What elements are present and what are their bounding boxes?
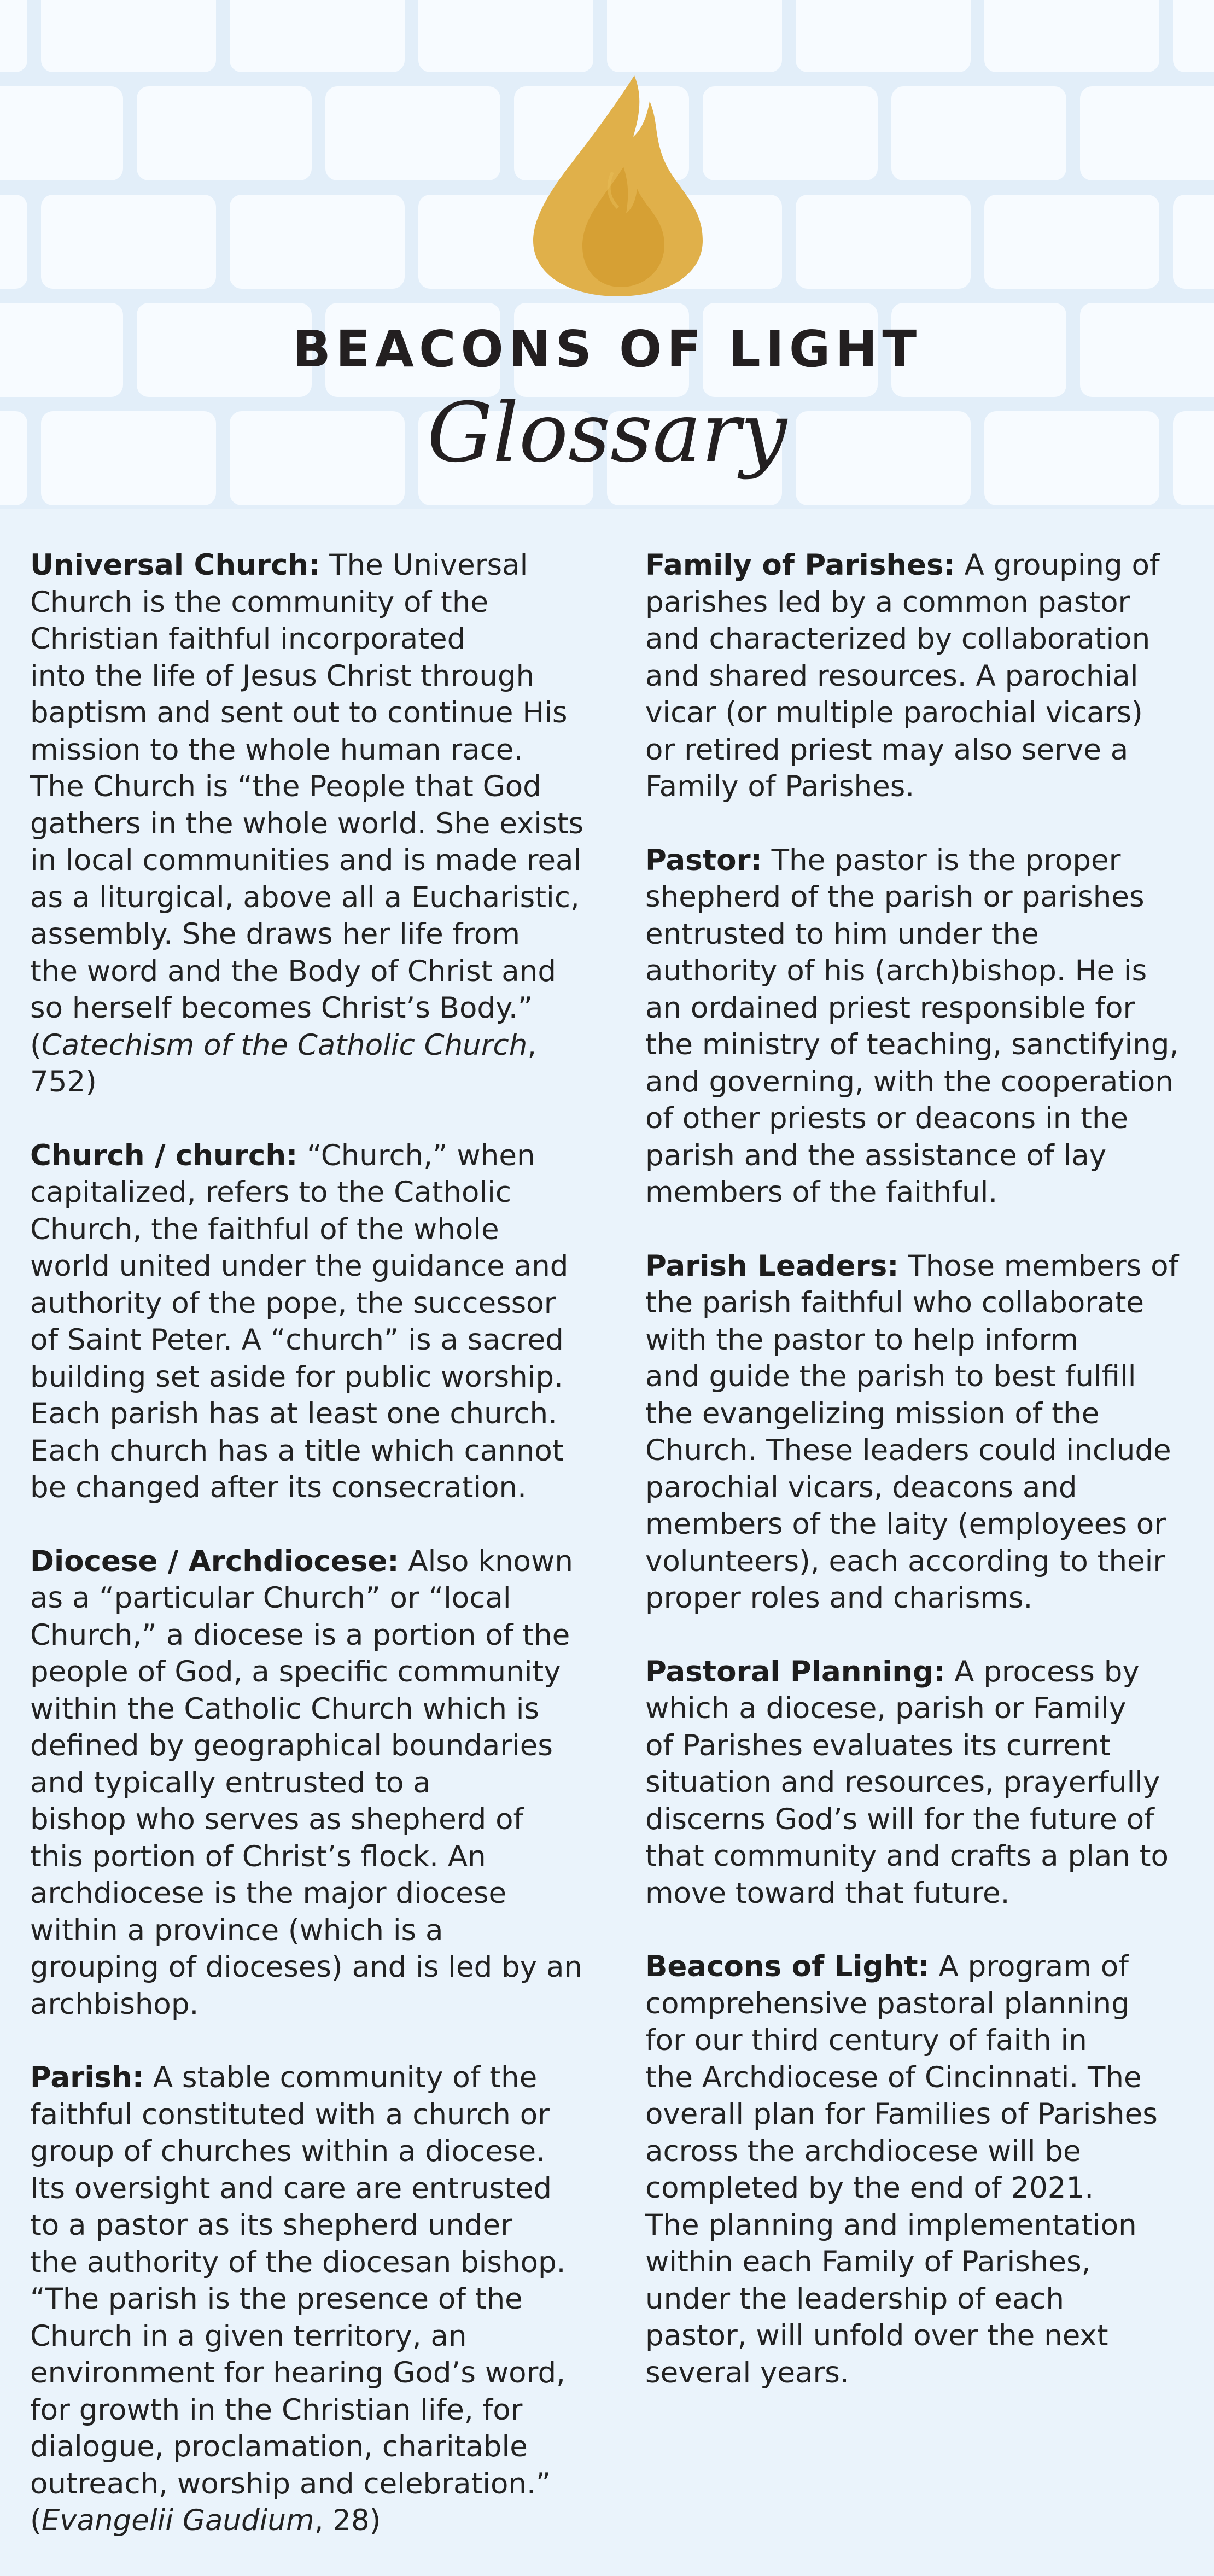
citation-tail: , 28) xyxy=(314,2504,381,2537)
term-label: Church / church: xyxy=(30,1138,298,1172)
term-label: Family of Parishes: xyxy=(645,548,955,582)
entry-pastoral-planning xyxy=(645,1654,1192,1912)
definition-text: “Church,” when capitalized, refers to the Catholic Church, the faithful of the whole world united under the guidance and authority of the pope, the successor of Saint Peter. A “church” is a sacred building set aside for public worship. Each parish has at least one church. Each church has a title which cannot be changed after its consecration. xyxy=(30,1138,569,1504)
entry-parish-leaders xyxy=(645,1248,1192,1617)
definition-text: A program of comprehensive pastoral planning for our third century of faith in the Archdiocese of Cincinnati. The overall plan for Families of Parishes across the archdiocese will be completed by the end of 2021. The planning and implementation within each Family of Parishes, under the leadership of each pastor, will unfold over the next several years. xyxy=(645,1950,1158,2390)
definition-text: Those members of the parish faithful who collaborate with the pastor to help inform and guide the parish to best fulfill the evangelizing mission of the Church. These leaders could include parochial vicars, deacons and members of the laity (employees or volunteers), each according to their proper roles and charisms. xyxy=(645,1249,1179,1615)
citation-tail: , 752) xyxy=(30,1028,537,1099)
definition-text: A grouping of parishes led by a common pastor and characterized by collaboration and shared resources. A parochial vicar (or multiple parochial vicars) or retired priest may also serve a Family of Parishes. xyxy=(645,548,1160,803)
entry-family-of-parishes xyxy=(645,547,1192,805)
flame-icon xyxy=(530,71,705,301)
header-banner xyxy=(0,0,1214,518)
definition-text: A process by which a diocese, parish or Family of Parishes evaluates its current situation and resources, prayerfully discerns God’s will for the future of that community and crafts a plan to move toward that future. xyxy=(645,1655,1169,1910)
definition-text: A stable community of the faithful constituted with a church or group of churches within a diocese. Its oversight and care are entrusted to a pastor as its shepherd under the authority of the diocesan bishop. “The parish is the presence of the Church in a given territory, an environment for hearing God’s word, for growth in the Christian life, for dialogue, proclamation, charitable outreach, worship and celebration.” ( xyxy=(30,2061,566,2537)
entry-diocese xyxy=(30,1543,599,2023)
entry-parish xyxy=(30,2059,599,2539)
term-label: Diocese / Archdiocese: xyxy=(30,1544,399,1578)
entry-universal-church xyxy=(30,547,599,1101)
definition-text: Also known as a “particular Church” or “local Church,” a diocese is a portion of the people of God, a specific community within the Catholic Church which is defined by geographical boundaries and typically entrusted to a bishop who serves as shepherd of this portion of Christ’s flock. An archdiocese is the major diocese within a province (which is a grouping of dioceses) and is led by an archbishop. xyxy=(30,1544,583,2021)
entry-beacons-of-light xyxy=(645,1948,1192,2391)
term-label: Parish: xyxy=(30,2061,144,2094)
entry-pastor xyxy=(645,842,1192,1211)
term-label: Pastor: xyxy=(645,843,762,877)
citation-title: Evangelii Gaudium xyxy=(41,2504,314,2537)
definition-text: The Universal Church is the community of the Christian faithful incorporated into the life of Jesus Christ through baptism and sent out to continue His mission to the whole human race. The Church is “the People that God gathers in the whole world. She exists in local communities and is made real as a liturgical, above all a Eucharistic, assembly. She draws her life from the word and the Body of Christ and so herself becomes Christ’s Body.” ( xyxy=(30,548,583,1062)
left-column xyxy=(30,547,599,2576)
entry-church xyxy=(30,1137,599,1506)
page-subtitle: Glossary xyxy=(427,385,787,481)
term-label: Universal Church: xyxy=(30,548,320,582)
definition-text: The pastor is the proper shepherd of the parish or parishes entrusted to him under the authority of his (arch)bishop. He is an ordained priest responsible for the ministry of teaching, sanctifying, and governing, with the cooperation of other priests or deacons in the parish and the assistance of lay members of the faithful. xyxy=(645,843,1179,1209)
citation-title: Catechism of the Catholic Church xyxy=(41,1028,528,1062)
brand-title: BEACONS OF LIGHT xyxy=(292,320,922,378)
term-label: Parish Leaders: xyxy=(645,1249,899,1283)
term-label: Beacons of Light: xyxy=(645,1950,930,1983)
right-column xyxy=(645,547,1192,2428)
term-label: Pastoral Planning: xyxy=(645,1655,945,1689)
